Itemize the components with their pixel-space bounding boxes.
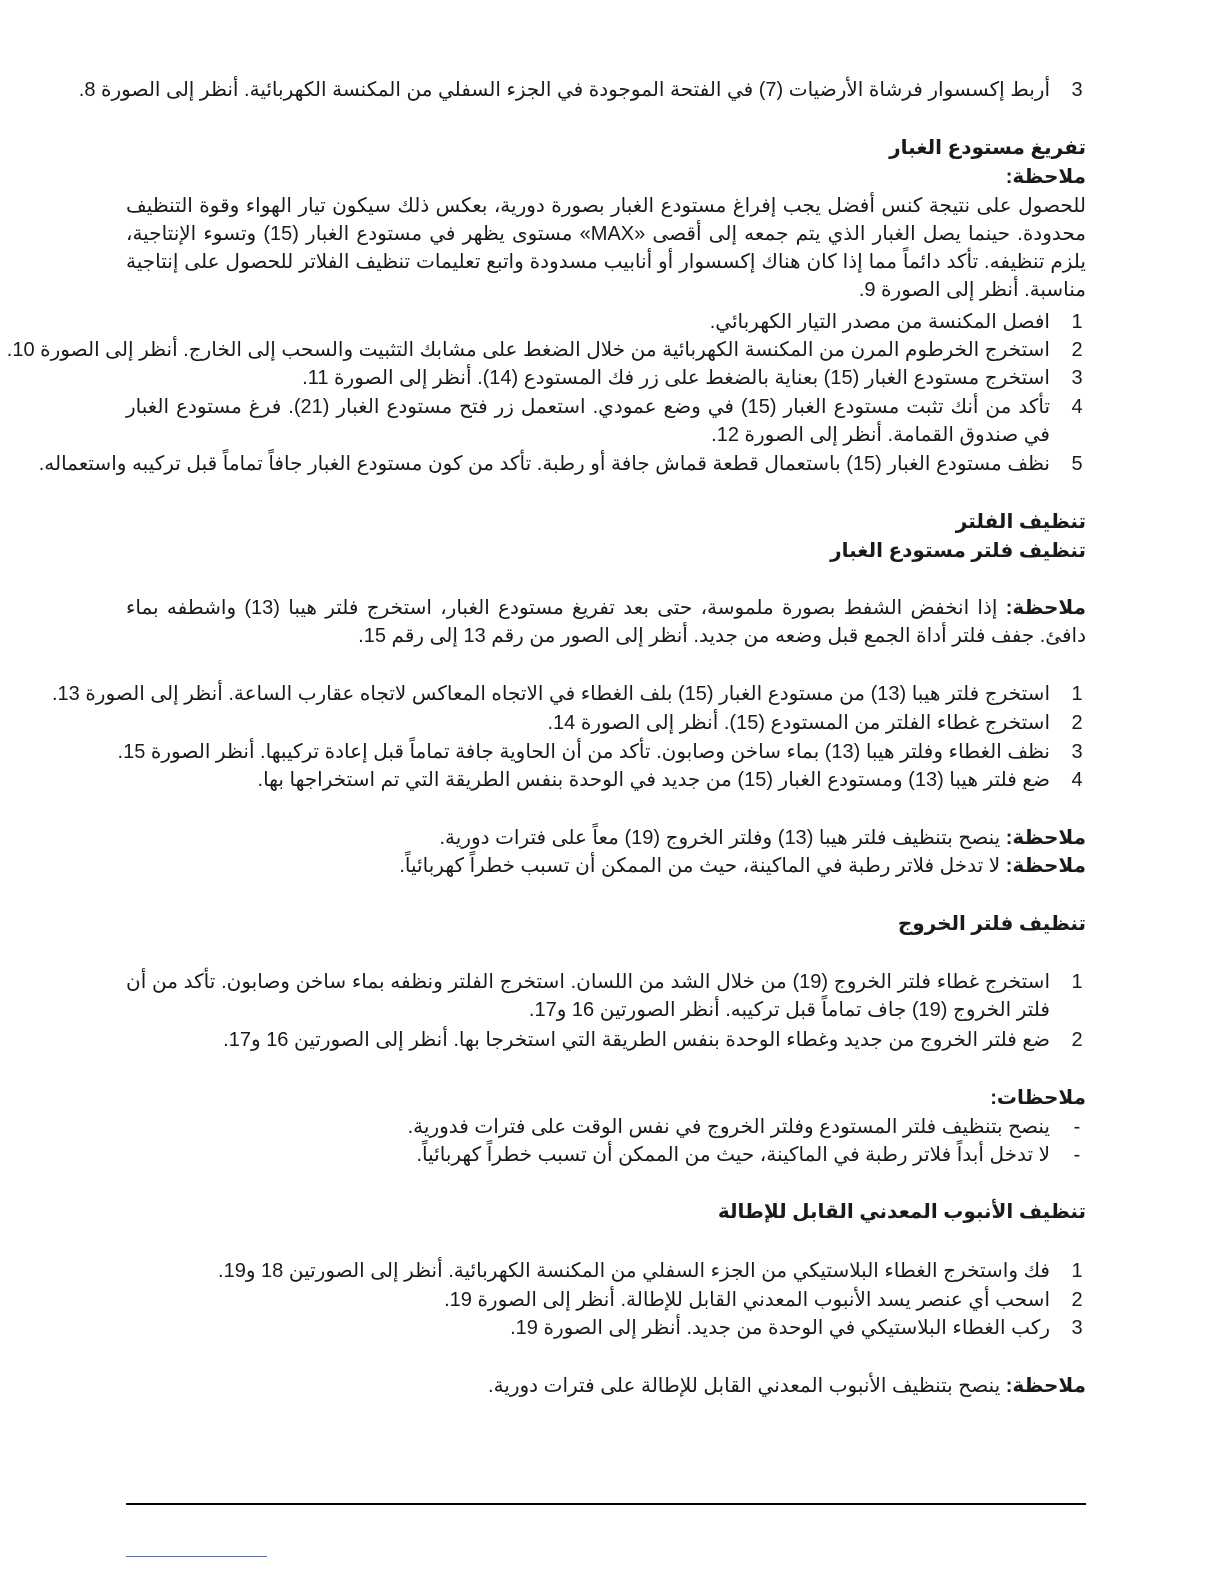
note-paragraph: للحصول على نتيجة كنس أفضل يجب إفراغ مستودع الغبار بصورة دورية، بعكس ذلك سيكون تيار الهواء وقوة التنظيف محدودة. حينما يصل الغبار الذي يتم جمعه إلى أقصى «MAX» مستوى يظهر في مستودع الغبار (15) وتسوء الإنتاجية، يلزم تنظيفه. تأكد دائماً مما إذا كان هناك إكسسوار أو أنابيب مسدودة واتبع تعليمات تنظيف الفلاتر للحصول على إنتاجية مناسبة. أنظر إلى الصورة 9. [126, 195, 1086, 301]
note-label: ملاحظة: [1005, 597, 1086, 619]
item-text: استخرج الخرطوم المرن من المكنسة الكهربائية من خلال الضغط على مشابك التثبيت والسحب إلى الخارج. أنظر إلى الصورة 10. [6, 339, 1050, 361]
item-number: 3 [1071, 1317, 1083, 1339]
item-number: 2 [1071, 1289, 1083, 1311]
item-number: 4 [1071, 396, 1083, 418]
note-text: ينصح بتنظيف فلتر هيبا (13) وفلتر الخروج (19) معاً على فترات دورية. [439, 827, 1006, 849]
note-label: ملاحظة: [1005, 855, 1086, 877]
item-number: 4 [1071, 769, 1083, 791]
note-line [126, 852, 1086, 880]
section-heading-filter: تنظيف الفلتر [955, 511, 1086, 533]
note-text: ينصح بتنظيف الأنبوب المعدني القابل للإطالة على فترات دورية. [488, 1375, 1006, 1397]
document-page [6, 0, 1086, 1584]
item-text: ركب الغطاء البلاستيكي في الوحدة من جديد. أنظر إلى الصورة 19. [510, 1317, 1050, 1339]
item-number: 3 [1071, 79, 1083, 101]
note-line [126, 1372, 1086, 1400]
item-number: 2 [1071, 712, 1083, 734]
item-text: اسحب أي عنصر يسد الأنبوب المعدني القابل للإطالة. أنظر إلى الصورة 19. [444, 1289, 1050, 1311]
note-label: ملاحظة: [1005, 1375, 1086, 1397]
item-text: ينصح بتنظيف فلتر المستودع وفلتر الخروج في نفس الوقت على فترات فدورية. [407, 1116, 1050, 1138]
note-label: ملاحظة: [1005, 827, 1086, 849]
item-number: 5 [1071, 453, 1083, 475]
item-text: استخرج غطاء الفلتر من المستودع (15). أنظر إلى الصورة 14. [547, 712, 1050, 734]
item-number: 3 [1071, 367, 1083, 389]
note-label: ملاحظة: [1005, 166, 1086, 188]
item-text: ضع فلتر الخروج من جديد وغطاء الوحدة بنفس الطريقة التي استخرجا بها. أنظر إلى الصورتين 16 و17. [223, 1029, 1050, 1051]
item-text: استخرج فلتر هيبا (13) من مستودع الغبار (15) بلف الغطاء في الاتجاه المعاكس لاتجاه عقارب الساعة. أنظر إلى الصورة 13. [51, 683, 1050, 705]
subsection-heading: تنظيف فلتر مستودع الغبار [830, 540, 1086, 562]
item-number: 1 [1071, 683, 1083, 705]
footer-divider [126, 1503, 1086, 1505]
footnote-divider [126, 1556, 267, 1557]
item-text: ضع فلتر هيبا (13) ومستودع الغبار (15) من جديد في الوحدة بنفس الطريقة التي تم استخراجها بها. [257, 769, 1050, 791]
item-text: نظف مستودع الغبار (15) باستعمال قطعة قماش جافة أو رطبة. تأكد من كون مستودع الغبار جافاً تماماً قبل تركيبه واستعماله. [38, 453, 1050, 475]
item-dash: - [1073, 1116, 1081, 1138]
item-text: نظف الغطاء وفلتر هيبا (13) بماء ساخن وصابون. تأكد من أن الحاوية جافة تماماً قبل إعادة تركيبها. أنظر الصورة 15. [117, 741, 1050, 763]
item-number: 3 [1071, 741, 1083, 763]
notes-label: ملاحظات: [990, 1087, 1086, 1109]
section-heading-tube: تنظيف الأنبوب المعدني القابل للإطالة [717, 1201, 1086, 1223]
note-line [126, 824, 1086, 852]
item-text: استخرج غطاء فلتر الخروج (19) من خلال الشد من اللسان. استخرج الفلتر ونظفه بماء ساخن وصابون. تأكد من أن فلتر الخروج (19) جاف تماماً قبل تركيبه. أنظر الصورتين 16 و17. [126, 971, 1051, 1021]
item-number: 2 [1071, 339, 1083, 361]
note-text: إذا انخفض الشفط بصورة ملموسة، حتى بعد تفريغ مستودع الغبار، استخرج فلتر هيبا (13) واشطفه بماء دافئ. جفف فلتر أداة الجمع قبل وضعه من جديد. أنظر إلى الصور من رقم 13 إلى رقم 15. [126, 597, 1086, 647]
item-number: 1 [1071, 1260, 1083, 1282]
item-text: استخرج مستودع الغبار (15) بعناية بالضغط على زر فك المستودع (14). أنظر إلى الصورة 11. [302, 367, 1050, 389]
item-number: 1 [1071, 311, 1083, 333]
item-number: 2 [1071, 1029, 1083, 1051]
item-text: لا تدخل أبداً فلاتر رطبة في الماكينة، حيث من الممكن أن تسبب خطراً كهربائياً. [416, 1144, 1050, 1166]
item-number: 1 [1071, 971, 1083, 993]
item-text: فك واستخرج الغطاء البلاستيكي من الجزء السفلي من المكنسة الكهربائية. أنظر إلى الصورتين 18 و19. [218, 1260, 1050, 1282]
item-text: أربط إكسسوار فرشاة الأرضيات (7) في الفتحة الموجودة في الجزء السفلي من المكنسة الكهربائية. أنظر إلى الصورة 8. [78, 79, 1050, 101]
note-text: لا تدخل فلاتر رطبة في الماكينة، حيث من الممكن أن تسبب خطراً كهربائياً. [399, 855, 1006, 877]
item-dash: - [1073, 1144, 1081, 1166]
note-paragraph [126, 594, 1086, 650]
section-heading-dust: تفريغ مستودع الغبار [889, 137, 1086, 159]
section-heading-exhaust: تنظيف فلتر الخروج [897, 913, 1086, 935]
item-text: افصل المكنسة من مصدر التيار الكهربائي. [709, 311, 1050, 333]
item-text: تأكد من أنك تثبت مستودع الغبار (15) في وضع عمودي. استعمل زر فتح مستودع الغبار (21). فرغ مستودع الغبار في صندوق القمامة. أنظر إلى الصورة 12. [126, 396, 1051, 446]
